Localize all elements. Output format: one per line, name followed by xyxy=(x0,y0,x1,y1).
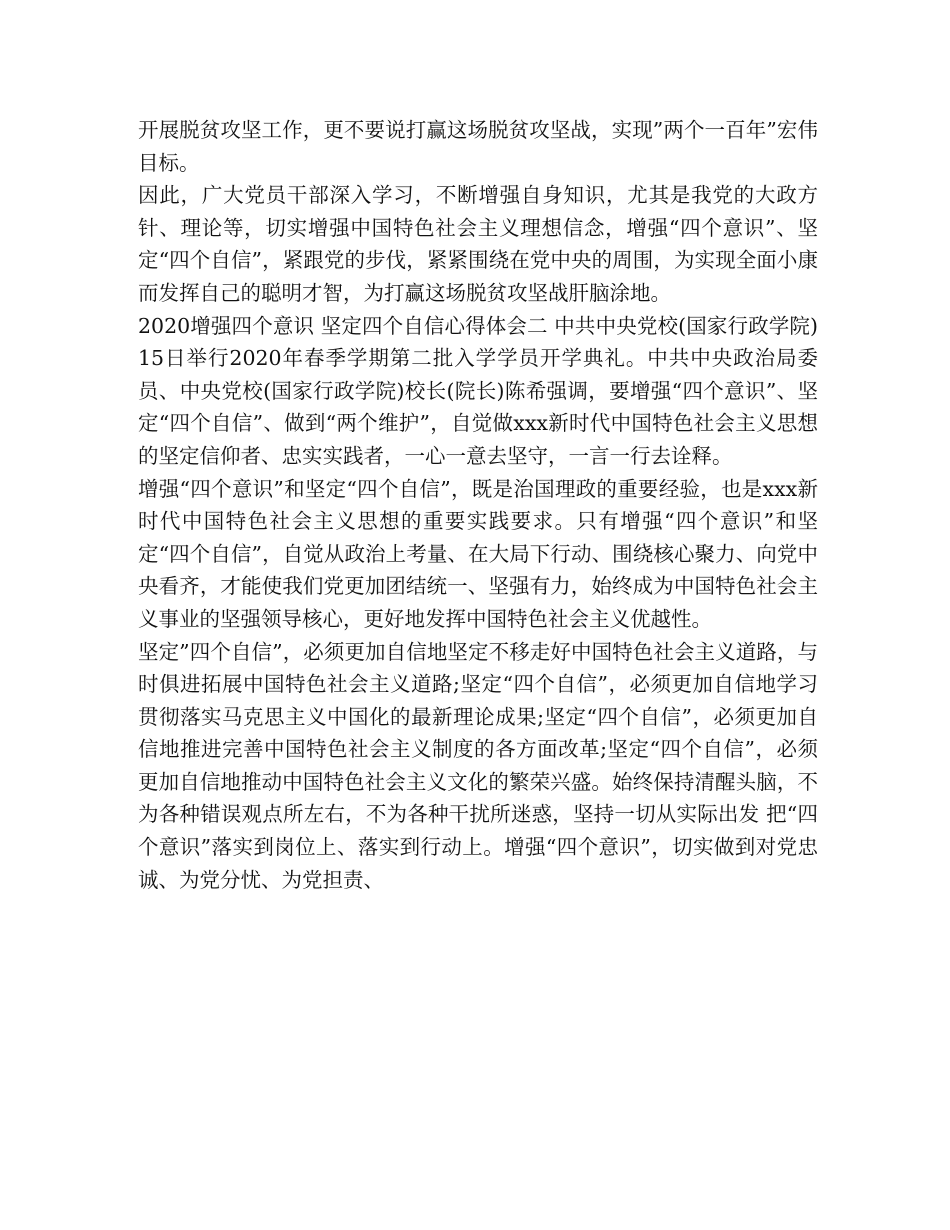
paragraph-5: 坚定”四个自信”，必须更加自信地坚定不移走好中国特色社会主义道路，与时俱进拓展中国特色社会主义道路;坚定“四个自信”，必须更加自信地学习贯彻落实马克思主义中国化的最新理论成果;坚定“四个自信”，必须更加自信地推进完善中国特色社会主义制度的各方面改革;坚定“四个自信”，必须更加自信地推动中国特色社会主义文化的繁荣兴盛。始终保持清醒头脑，不为各种错误观点所左右，不为各种干扰所迷惑，坚持一切从实际出发 把“四个意识”落实到岗位上、落实到行动上。增强“四个意识”，切实做到对党忠诚、为党分忧、为党担责、 xyxy=(138,639,818,892)
paragraph-3: 2020增强四个意识 坚定四个自信心得体会二 中共中央党校(国家行政学院)15日举行2020年春季学期第二批入学学员开学典礼。中共中央政治局委员、中央党校(国家行政学院)校长(院长)陈希强调，要增强“四个意识”、坚定“四个自信”、做到“两个维护”，自觉做xxx新时代中国特色社会主义思想的坚定信仰者、忠实实践者，一心一意去坚守，一言一行去诠释。 xyxy=(138,313,818,468)
document-body xyxy=(138,114,818,896)
paragraph-2: 因此，广大党员干部深入学习，不断增强自身知识，尤其是我党的大政方针、理论等，切实增强中国特色社会主义理想信念，增强“四个意识”、坚定“四个自信”，紧跟党的步伐，紧紧围绕在党中央的周围，为实现全面小康而发挥自己的聪明才智，为打赢这场脱贫攻坚战肝脑涂地。 xyxy=(138,183,818,305)
paragraph-1: 开展脱贫攻坚工作，更不要说打赢这场脱贫攻坚战，实现”两个一百年”宏伟目标。 xyxy=(138,118,818,175)
paragraph-4: 增强“四个意识”和坚定“四个自信”，既是治国理政的重要经验，也是xxx新时代中国特色社会主义思想的重要实践要求。只有增强“四个意识”和坚定“四个自信”，自觉从政治上考量、在大局下行动、围绕核心聚力、向党中央看齐，才能使我们党更加团结统一、坚强有力，始终成为中国特色社会主义事业的坚强领导核心，更好地发挥中国特色社会主义优越性。 xyxy=(138,476,818,631)
